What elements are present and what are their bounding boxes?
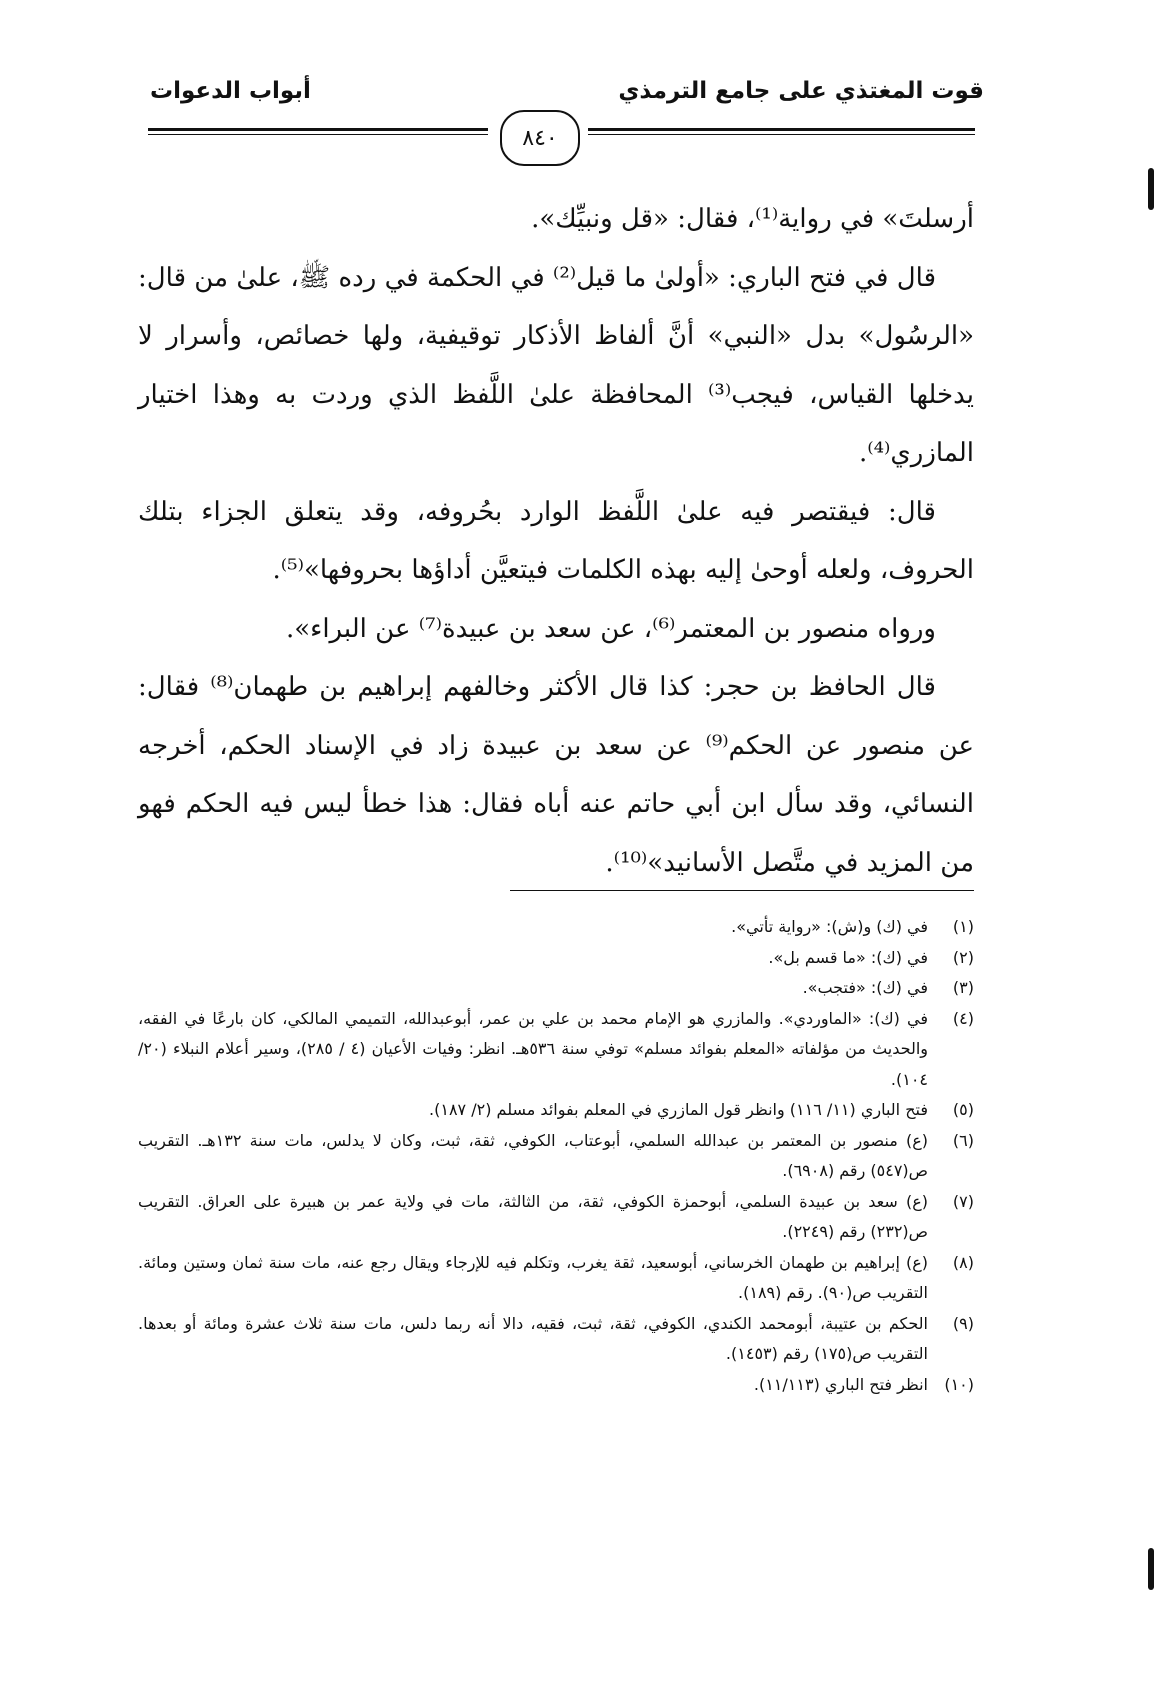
footnote-number: (٦) <box>952 1130 974 1150</box>
footnote <box>138 943 974 974</box>
footnote <box>138 912 974 943</box>
paragraph: ورواه منصور بن المعتمر⁽⁶⁾، عن سعد بن عبيدة⁽⁷⁾ عن البراء». <box>285 613 936 644</box>
footnote-number: (٥) <box>952 1100 974 1119</box>
footnote-number: (٢) <box>952 947 974 967</box>
footnote-text: الحكم بن عتيبة، أبومحمد الكندي، الكوفي، ثقة، ثبت، فقيه، دالا أنه ربما دلس، مات سنة ثلاث عشرة ومائة أو بعدها. التقريب ص(١٧٥) رقم (١٤٥٣). <box>138 1313 928 1363</box>
footnote <box>138 1004 974 1096</box>
paragraph: أرسلتَ» في رواية⁽¹⁾، فقال: «قل ونبيِّك». <box>531 204 974 234</box>
footnote-text: في (ك) و(ش): «رواية تأتي». <box>731 917 928 936</box>
footnote <box>138 1095 974 1126</box>
footnote-text: فتح الباري (١١/ ١١٦) وانظر قول المازري في المعلم بفوائد مسلم (٢/ ١٨٧). <box>429 1100 928 1119</box>
paragraph: قال في فتح الباري: «أولىٰ ما قيل⁽²⁾ في الحكمة في رده ﷺ، علىٰ من قال: «الرسُول» بدل «النبي» أنَّ ألفاظ الأذكار توقيفية، ولها خصائص، وأسرار لا يدخلها القياس، فيجب⁽³⁾ المحافظة علىٰ اللَّفظ الذي وردت به وهذا اختيار المازري⁽⁴⁾. <box>138 262 974 468</box>
footnotes <box>138 912 974 1400</box>
running-header-book-title: قوت المغتذي على جامع الترمذي <box>618 78 984 104</box>
footnote-number: (٤) <box>952 1008 974 1028</box>
footnote <box>138 1309 974 1370</box>
footnote-number: (٧) <box>952 1191 974 1211</box>
header-rule-left <box>148 128 488 135</box>
footnote <box>138 1370 974 1401</box>
footnote-text: في (ك): «الماوردي». والمازري هو الإمام محمد بن علي بن عمر، أبوعبدالله، التميمي المالكي، كان بارعًا في الفقه، والحديث من مؤلفاته «المعلم بفوائد مسلم» توفي سنة ٥٣٦هـ. انظر: وفيات الأعيان (٤ / ٢٨٥)، وسير أعلام النبلاء (٢٠/ ١٠٤). <box>138 1008 929 1089</box>
footnote-number: (٨) <box>952 1252 974 1272</box>
scan-edge-mark <box>1148 1548 1154 1590</box>
running-header-chapter-title: أبواب الدعوات <box>150 78 311 104</box>
footnote-text: في (ك): «فتجب». <box>802 978 928 997</box>
scan-edge-mark <box>1148 168 1154 210</box>
footnote <box>138 1187 974 1248</box>
page-number: ٨٤٠ <box>500 110 580 166</box>
paragraph: قال: فيقتصر فيه علىٰ اللَّفظ الوارد بحُروفه، وقد يتعلق الجزاء بتلك الحروف، ولعله أوحىٰ إليه بهذه الكلمات فيتعيَّن أداؤها بحروفها»⁽⁵⁾. <box>138 496 974 585</box>
main-text <box>138 190 974 892</box>
footnote-number: (١٠) <box>944 1374 974 1394</box>
footnote-text: انظر فتح الباري (١١/١١٣). <box>753 1374 928 1394</box>
footnote-text: (ع) إبراهيم بن طهمان الخرساني، أبوسعيد، ثقة يغرب، وتكلم فيه للإرجاء ويقال رجع عنه، مات سنة ثمان وستين ومائة. التقريب ص(٩٠). رقم (١٨٩). <box>138 1252 928 1302</box>
header-rule-right <box>588 128 975 135</box>
paragraph: قال الحافظ بن حجر: كذا قال الأكثر وخالفهم إبراهيم بن طهمان⁽⁸⁾ فقال: عن منصور عن الحكم⁽⁹⁾ عن سعد بن عبيدة زاد في الإسناد الحكم، أخرجه النسائي، وقد سأل ابن أبي حاتم عنه أباه فقال: هذا خطأ ليس فيه الحكم فهو من المزيد في متَّصل الأسانيد»⁽¹⁰⁾. <box>138 672 974 878</box>
footnote-number: (٣) <box>952 978 974 997</box>
footnote-text: (ع) منصور بن المعتمر بن عبدالله السلمي، أبوعتاب، الكوفي، ثقة، ثبت، وكان لا يدلس، مات سنة ١٣٢هـ. التقريب ص(٥٤٧) رقم (٦٩٠٨). <box>138 1130 928 1180</box>
footnote <box>138 973 974 1004</box>
footnote-number: (٩) <box>952 1313 974 1333</box>
footnote <box>138 1248 974 1309</box>
footnote-text: في (ك): «ما قسم بل». <box>768 947 928 967</box>
footnote <box>138 1126 974 1187</box>
footnote-text: (ع) سعد بن عبيدة السلمي، أبوحمزة الكوفي، ثقة، من الثالثة، مات في ولاية عمر بن هبيرة على العراق. التقريب ص(٢٣٢) رقم (٢٢٤٩). <box>138 1191 928 1241</box>
footnote-number: (١) <box>952 917 974 936</box>
footnote-separator <box>510 890 974 891</box>
